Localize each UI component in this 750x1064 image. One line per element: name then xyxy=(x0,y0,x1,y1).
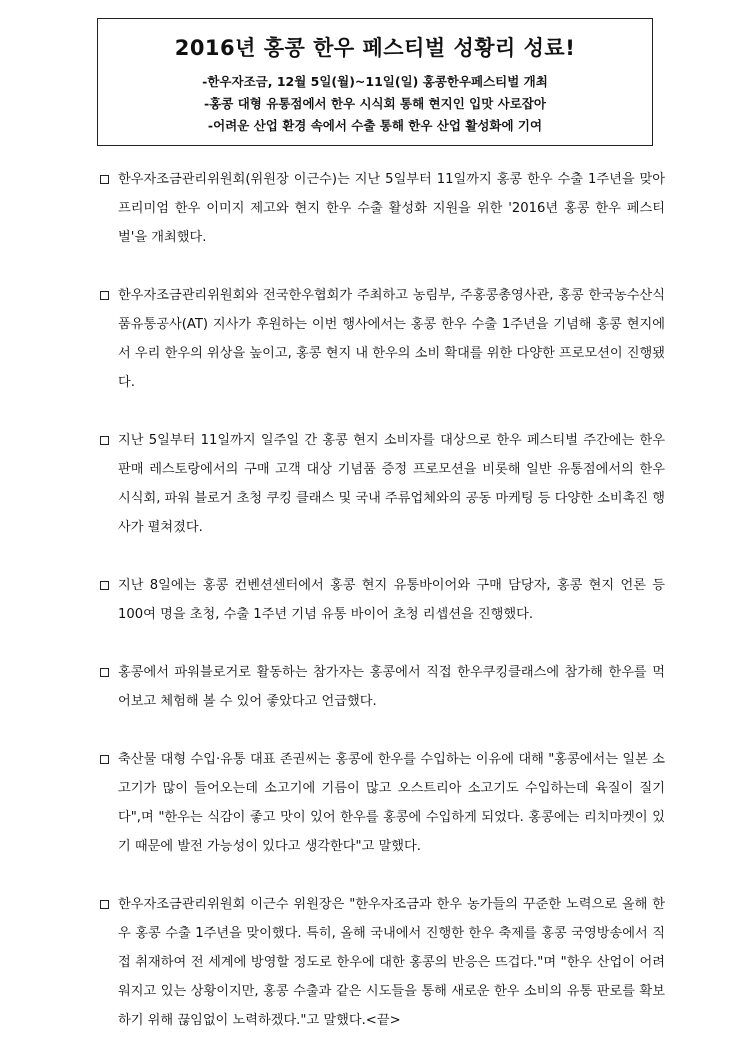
paragraph xyxy=(100,281,665,397)
article-body xyxy=(100,165,665,1064)
square-bullet-icon xyxy=(100,755,109,764)
paragraph xyxy=(100,890,665,1035)
paragraph-text: 지난 8일에는 홍콩 컨벤션센터에서 홍콩 현지 유통바이어와 구매 담당자, 홍콩 현지 언론 등 100여 명을 초청, 수출 1주년 기념 유통 바이어 초청 리셉션을 진행했다. xyxy=(118,578,665,622)
paragraph xyxy=(100,745,665,861)
square-bullet-icon xyxy=(100,581,109,590)
paragraph-text: 한우자조금관리위원회 이근수 위원장은 "한우자조금과 한우 농가들의 꾸준한 노력으로 올해 한우 홍콩 수출 1주년을 맞이했다. 특히, 올해 국내에서 진행한 한우 축제를 홍콩 국영방송에서 직접 취재하여 전 세계에 방영할 정도로 한우에 대한 홍콩의 반응은 뜨겁다."며 "한우 산업이 어려워지고 있는 상황이지만, 홍콩 수출과 같은 시도들을 통해 새로운 한우 소비의 유통 판로를 확보하기 위해 끊임없이 노력하겠다."고 말했다.<끝> xyxy=(118,897,665,1028)
square-bullet-icon xyxy=(100,436,109,445)
headline-box xyxy=(97,18,653,146)
page-title: 2016년 홍콩 한우 페스티벌 성황리 성료! xyxy=(174,36,576,60)
square-bullet-icon xyxy=(100,175,109,184)
subtitle-line: -어려운 산업 환경 속에서 수출 통해 한우 산업 활성화에 기여 xyxy=(207,118,543,133)
paragraph xyxy=(100,165,665,252)
square-bullet-icon xyxy=(100,291,109,300)
subtitle-line: -홍콩 대형 유통점에서 한우 시식회 통해 현지인 입맛 사로잡아 xyxy=(204,96,546,111)
paragraph xyxy=(100,658,665,716)
subtitle-list xyxy=(98,71,652,137)
paragraph xyxy=(100,571,665,629)
paragraph-text: 홍콩에서 파워블로거로 활동하는 참가자는 홍콩에서 직접 한우쿠킹클래스에 참가해 한우를 먹어보고 체험해 볼 수 있어 좋았다고 언급했다. xyxy=(118,665,665,709)
paragraph-text: 지난 5일부터 11일까지 일주일 간 홍콩 현지 소비자를 대상으로 한우 페스티벌 주간에는 한우 판매 레스토랑에서의 구매 고객 대상 기념품 증정 프로모션을 비롯해 일반 유통점에서의 한우 시식회, 파워 블로거 초청 쿠킹 클래스 및 국내 주류업체와의 공동 마케팅 등 다양한 소비촉진 행사가 펼쳐졌다. xyxy=(118,433,665,535)
paragraph xyxy=(100,426,665,542)
paragraph-text: 한우자조금관리위원회와 전국한우협회가 주최하고 농림부, 주홍콩총영사관, 홍콩 한국농수산식품유통공사(AT) 지사가 후원하는 이번 행사에서는 홍콩 한우 수출 1주년을 기념해 홍콩 현지에서 우리 한우의 위상을 높이고, 홍콩 현지 내 한우의 소비 확대를 위한 다양한 프로모션이 진행됐다. xyxy=(118,288,665,390)
square-bullet-icon xyxy=(100,668,109,677)
paragraph-text: 한우자조금관리위원회(위원장 이근수)는 지난 5일부터 11일까지 홍콩 한우 수출 1주년을 맞아 프리미엄 한우 이미지 제고와 현지 한우 수출 활성화 지원을 위한 '2016년 홍콩 한우 페스티벌'을 개최했다. xyxy=(118,172,665,245)
subtitle-line: -한우자조금, 12월 5일(월)~11일(일) 홍콩한우페스티벌 개최 xyxy=(202,74,548,89)
paragraph-text: 축산물 대형 수입·유통 대표 존권씨는 홍콩에 한우를 수입하는 이유에 대해 "홍콩에서는 일본 소고기가 많이 들어오는데 소고기에 기름이 많고 오스트리아 소고기도 수입하는데 육질이 질기다",며 "한우는 식감이 좋고 맛이 있어 한우를 홍콩에 수입하게 되었다. 홍콩에는 리치마켓이 있기 때문에 발전 가능성이 있다고 생각한다"고 말했다. xyxy=(118,752,665,854)
square-bullet-icon xyxy=(100,900,109,909)
